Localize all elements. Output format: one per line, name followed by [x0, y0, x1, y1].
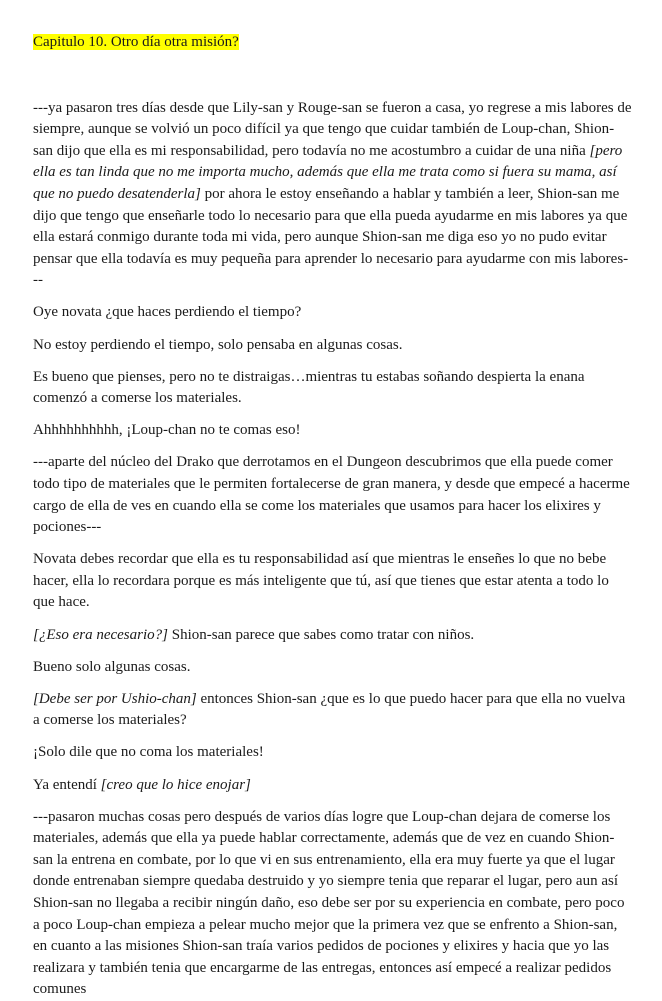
italic-thought: [creo que lo hice enojar] — [100, 776, 251, 793]
paragraph-text: Ya entendí — [33, 776, 101, 793]
paragraph-narration-1 — [33, 98, 632, 292]
paragraph-dialogue-with-thought — [33, 689, 632, 732]
paragraph-dialogue: Es bueno que pienses, pero no te distraigas…mientras tu estabas soñando despierta la enana comenzó a comerse los materiales. — [33, 368, 585, 407]
paragraph-dialogue: Novata debes recordar que ella es tu responsabilidad así que mientras le enseñes lo que no bebe hacer, ella lo recordara porque es más inteligente que tú, así que tienes que estar atenta a todo lo que hace. — [33, 551, 609, 611]
paragraph-text: Shion-san parece que sabes como tratar con niños. — [168, 626, 475, 643]
paragraph-dialogue-with-thought — [33, 775, 632, 797]
paragraph-narration-2: ---aparte del núcleo del Drako que derrotamos en el Dungeon descubrimos que ella puede comer todo tipo de materiales que le permiten fortalecerse de gran manera, y desde que empecé a hacerme cargo de ella de ves en cuando ella se come los materiales que usamos para hacer los elixires y pociones--- — [33, 454, 630, 536]
paragraph-dialogue-with-thought — [33, 625, 632, 647]
chapter-title — [33, 32, 632, 54]
italic-thought: [Debe ser por Ushio-chan] — [33, 690, 197, 707]
paragraph-dialogue: No estoy perdiendo el tiempo, solo pensaba en algunas cosas. — [33, 336, 403, 353]
paragraph-dialogue: Oye novata ¿que haces perdiendo el tiempo? — [33, 304, 302, 321]
italic-thought: [¿Eso era necesario?] — [33, 626, 168, 643]
italic-thought: [pero ella es tan linda que no me importa mucho, además que ella me trata como si fuera su mama, así que no puedo desatenderla] — [33, 142, 623, 202]
paragraph-dialogue: ¡Solo dile que no coma los materiales! — [33, 744, 264, 761]
chapter-title-text: Capitulo 10. Otro día otra misión? — [33, 34, 239, 50]
paragraph-narration-3: ---pasaron muchas cosas pero después de varios días logre que Loup-chan dejara de comerse los materiales, además que ella ya puede hablar correctamente, además que de vez en cuando Shion-san la entrena en combate, por lo que vi en sus entrenamiento, ella era muy fuerte ya que el lugar donde entrenaban siempre quedaba destruido y yo siempre tenia que reparar el lugar, pero aun así Shion-san no llegaba a recibir ningún daño, eso debe ser por su experiencia en combate, pero poco a poco Loup-chan empieza a pelear mucho mejor que la primera vez que se enfrento a Shion-san, en cuanto a las misiones Shion-san traía varios pedidos de pociones y elixires y hacia que yo las realizara y también tenia que encargarme de las entregas, entonces así empecé a realizar pedidos comunes — [33, 808, 625, 998]
paragraph-text: entonces Shion-san ¿que es lo que puedo hacer para que ella no vuelva a comerse los materiales? — [33, 690, 626, 729]
paragraph-text: ---ya pasaron tres días desde que Lily-san y Rouge-san se fueron a casa, yo regrese a mis labores de siempre, aunque se volvió un poco difícil ya que tengo que cuidar también de Loup-chan, Shion-san dijo que ella es mi responsabilidad, pero todavía no me acostumbro a cuidar de una niña — [33, 99, 632, 159]
paragraph-dialogue: Bueno solo algunas cosas. — [33, 658, 191, 675]
paragraph-text: por ahora le estoy enseñando a hablar y también a leer, Shion-san me dijo que tengo que enseñarle todo lo necesario para que ella pueda ayudarme en mis labores ya que ella estará conmigo durante toda mi vida, pero aunque Shion-san me diga eso yo no pudo evitar pensar que ella todavía es muy pequeña para aprender lo necesario para ayudarme con mis labores--- — [33, 185, 629, 289]
paragraph-dialogue: Ahhhhhhhhhh, ¡Loup-chan no te comas eso! — [33, 422, 301, 439]
